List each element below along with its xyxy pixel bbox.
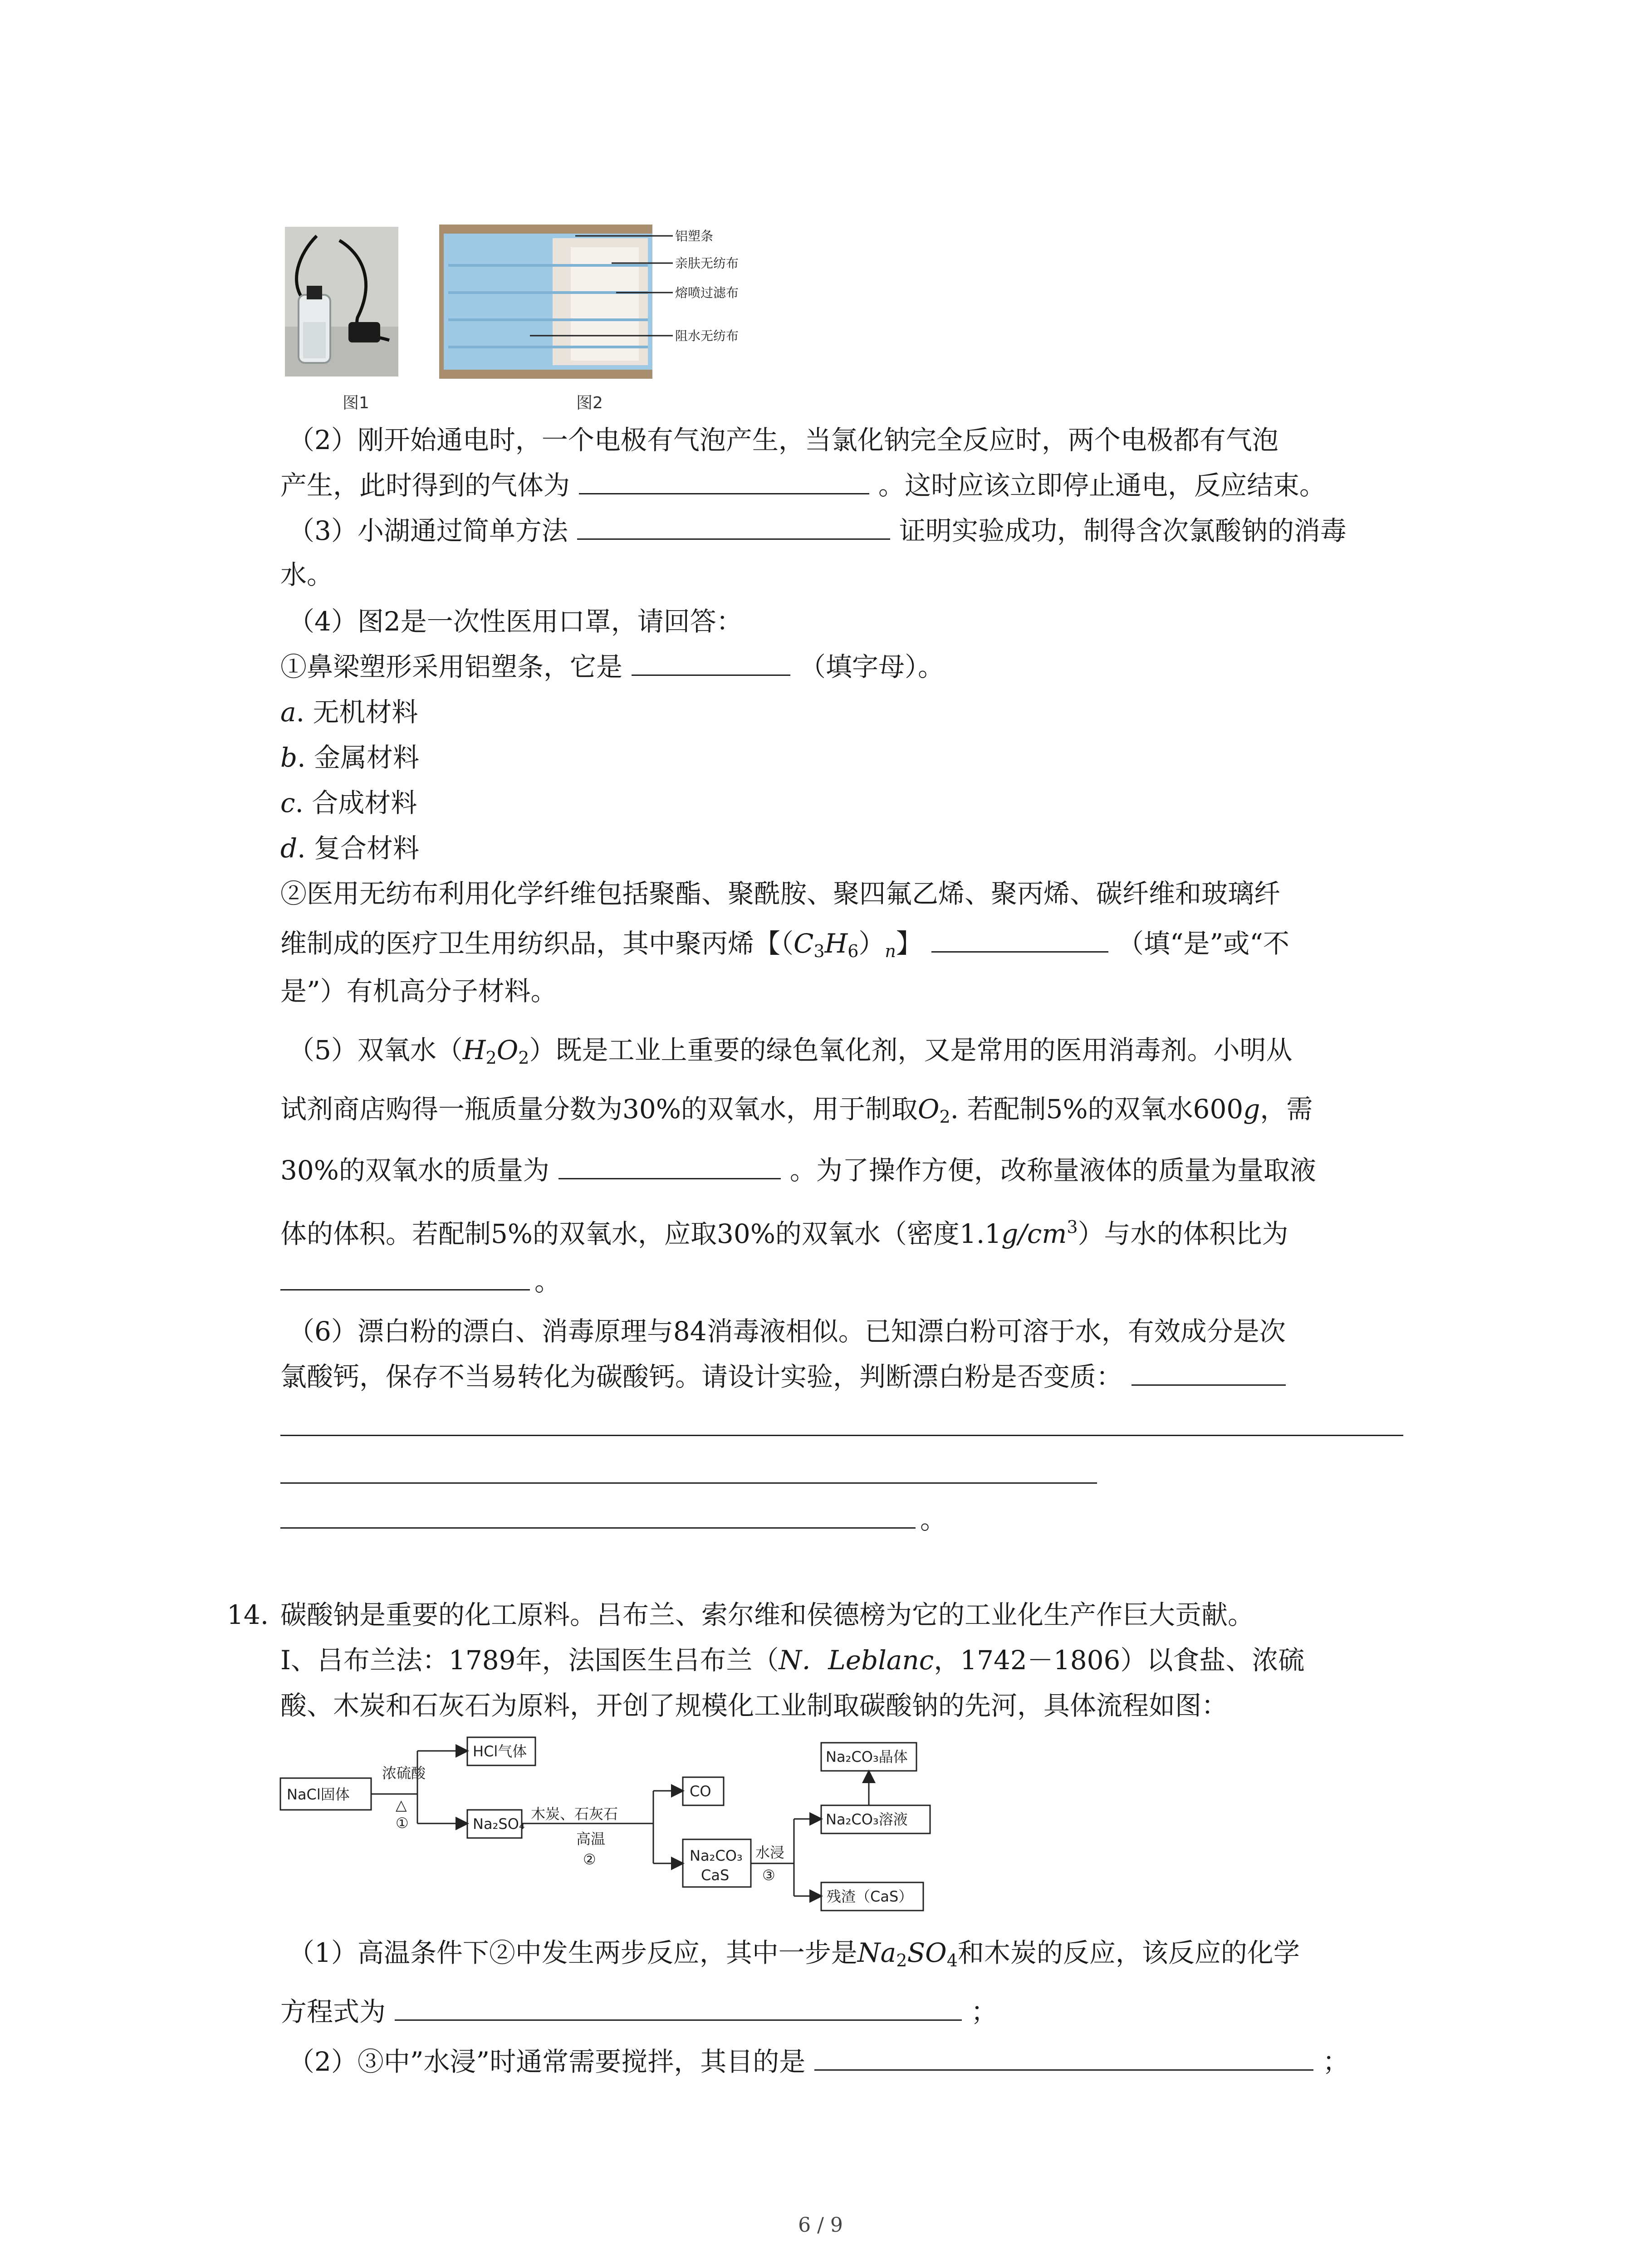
q14-leblanc-line2: 酸、木炭和石灰石为原料，开创了规模化工业制取碳酸钠的先河，具体流程如图：: [280, 1690, 1228, 1721]
q13-part5-line3: 30%的双氧水的质量为 。为了操作方便，改称量液体的质量为量取液: [280, 1155, 1316, 1186]
q13-part2-line1: （2）刚开始通电时，一个电极有气泡产生，当氯化钠完全反应时，两个电极都有气泡: [288, 425, 1279, 455]
q13-part4-sub2-line2: 维制成的医疗卫生用纺织品，其中聚丙烯【$(C_3H_6)_n$】 （填“是”或“不: [280, 928, 1289, 961]
option-b: b. 金属材料: [280, 742, 420, 773]
flow-mix2: CaS: [701, 1867, 730, 1884]
answer-blank-equation[interactable]: [395, 1996, 962, 2021]
flow-solution: Na₂CO₃溶液: [826, 1811, 908, 1828]
flow-step1: ①: [396, 1814, 409, 1832]
flow-water: 水浸: [755, 1844, 785, 1861]
q14-leblanc-line1: Ⅰ、吕布兰法：1789年，法国医生吕布兰（N．Leblanc，1742－1806）以食盐、浓硫: [280, 1645, 1305, 1676]
flow-residue: 残渣（CaS）: [827, 1888, 913, 1905]
q13-part5-line2: 试剂商店购得一瓶质量分数为30%的双氧水，用于制取$O_2$. 若配制5%的双氧水600g，需: [280, 1094, 1313, 1127]
flow-co: CO: [690, 1783, 711, 1800]
q14-intro: 碳酸钠是重要的化工原料。吕布兰、索尔维和侯德榜为它的工业化生产作巨大贡献。: [280, 1599, 1254, 1630]
answer-blank-experiment-start[interactable]: [1132, 1361, 1286, 1386]
q13-part5-line1: （5）双氧水$(H_2O_2)$既是工业上重要的绿色氧化剂，又是常用的医用消毒剂。小明从: [288, 1035, 1293, 1068]
q13-part5-line4: 体的体积。若配制5%的双氧水，应取30%的双氧水（密度$1.1g/cm^3$）与水的体积比为: [280, 1217, 1288, 1249]
q13-part4-sub2-line1: ②医用无纺布利用化学纤维包括聚酯、聚酰胺、聚四氟乙烯、聚丙烯、碳纤维和玻璃纤: [280, 878, 1281, 909]
q13-part6-last-line: 。: [280, 1504, 946, 1535]
answer-line-experiment-2[interactable]: [280, 1482, 1097, 1484]
answer-line-experiment-1[interactable]: [280, 1435, 1403, 1436]
answer-blank-gas[interactable]: [579, 469, 869, 494]
flow-mix1: Na₂CO₃: [690, 1847, 743, 1864]
flow-nacl: NaCl固体: [287, 1786, 350, 1803]
q13-part5-line5: 。: [280, 1266, 561, 1297]
flow-step2: ②: [583, 1851, 596, 1868]
answer-blank-polymer[interactable]: [931, 928, 1108, 953]
answer-blank-mass[interactable]: [558, 1154, 781, 1179]
q13-part6-line2: 氯酸钙，保存不当易转化为碳酸钙。请设计实验，判断漂白粉是否变质：: [280, 1361, 1286, 1393]
flow-acid: 浓硫酸: [382, 1765, 426, 1782]
q14-part1-line1: （1）高温条件下②中发生两步反应，其中一步是$Na_2SO_4$和木炭的反应，该反应的化学: [288, 1937, 1300, 1970]
q13-part4-intro: （4）图2是一次性医用口罩，请回答：: [288, 606, 743, 637]
mask-label-aluminum-strip: 铝塑条: [675, 229, 714, 244]
leblanc-flow-diagram: [277, 1733, 957, 1923]
flow-na2so4: Na₂SO₄: [473, 1815, 525, 1833]
page-number: 6 / 9: [798, 2214, 843, 2237]
q13-part4-sub2-line3: 是”）有机高分子材料。: [280, 976, 557, 1007]
flow-crystal: Na₂CO₃晶体: [826, 1748, 908, 1765]
mask-label-water-layer: 阻水无纺布: [675, 328, 739, 343]
mask-label-filter-layer: 熔喷过滤布: [675, 285, 739, 300]
electrolysis-photo: [285, 227, 398, 376]
option-c: c. 合成材料: [280, 787, 417, 818]
flow-diagram-svg: [277, 1733, 957, 1923]
flow-hcl: HCl气体: [473, 1743, 527, 1760]
q13-part3-line1: （3）小湖通过简单方法 证明实验成功，制得含次氯酸钠的消毒: [288, 515, 1347, 546]
flow-step3: ③: [762, 1867, 775, 1884]
q13-part6-line1: （6）漂白粉的漂白、消毒原理与84消毒液相似。已知漂白粉可溶于水，有效成分是次: [288, 1316, 1286, 1347]
figure-1-photo: [285, 227, 398, 376]
q13-part2-line2: 产生，此时得到的气体为 。这时应该立即停止通电，反应结束。: [280, 470, 1326, 501]
q14-part1-line2: 方程式为 ；: [280, 1996, 998, 2027]
answer-blank-stirring-purpose[interactable]: [814, 2046, 1313, 2071]
q13-part3-line2: 水。: [280, 559, 333, 590]
mask-label-skin-layer: 亲肤无纺布: [675, 256, 739, 271]
mask-diagram: [439, 225, 757, 379]
q14-part2-line: （2）③中”水浸”时通常需要搅拌，其目的是 ；: [288, 2046, 1349, 2077]
answer-line-experiment-3[interactable]: [280, 1504, 916, 1529]
answer-blank-material[interactable]: [632, 651, 790, 676]
flow-high-temp: 高温: [576, 1830, 606, 1848]
figure-2-photo: [439, 225, 757, 379]
flow-delta: △: [396, 1796, 407, 1813]
q13-part4-sub1: ①鼻梁塑形采用铝塑条，它是 （填字母）。: [280, 651, 945, 682]
answer-blank-volume-ratio[interactable]: [280, 1266, 530, 1290]
answer-blank-method[interactable]: [577, 515, 890, 540]
figure-2-caption: 图2: [576, 394, 603, 412]
figure-1-caption: 图1: [343, 394, 369, 412]
q14-number: 14.: [227, 1599, 269, 1630]
flow-reagents: 木炭、石灰石: [531, 1805, 618, 1823]
option-d: d. 复合材料: [280, 833, 420, 864]
option-a: a. 无机材料: [280, 697, 418, 728]
